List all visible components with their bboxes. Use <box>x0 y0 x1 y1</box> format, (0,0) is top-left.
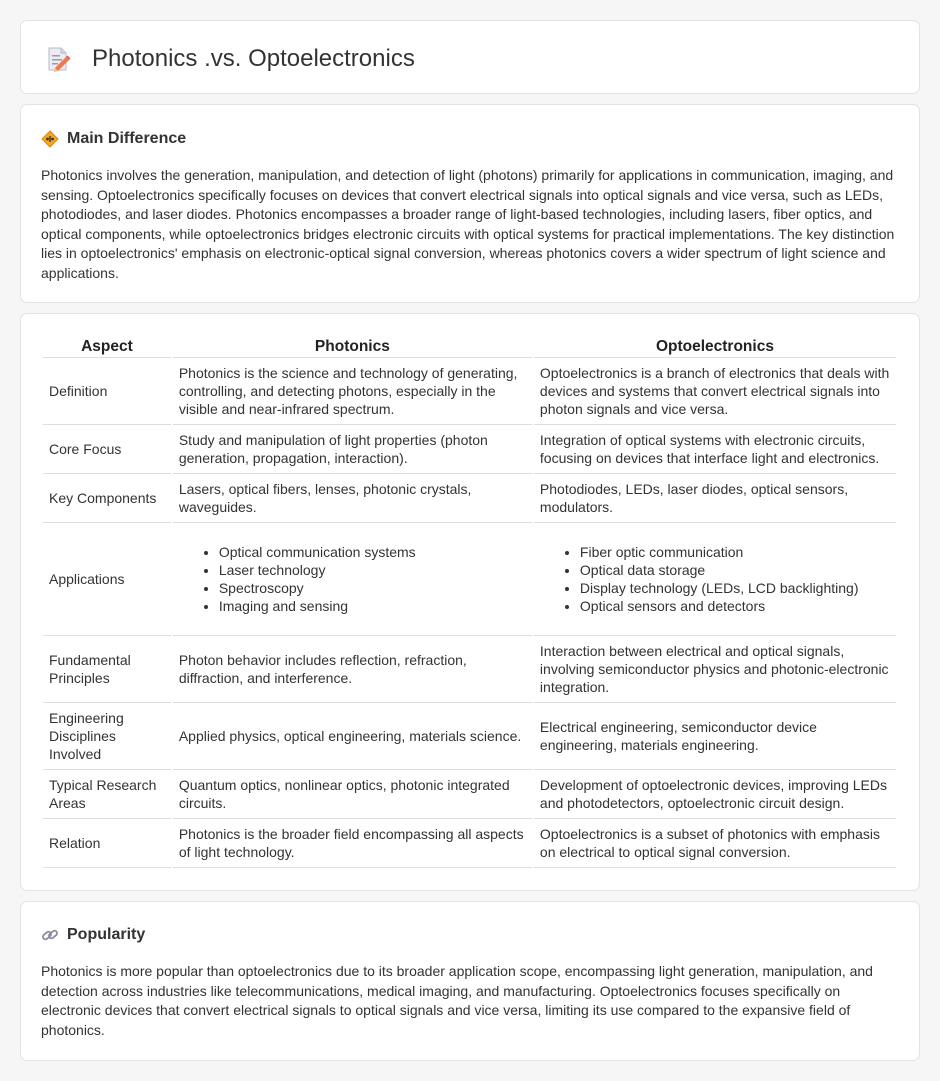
list-item: • Laser technology <box>219 561 526 579</box>
list-item: • Fiber optic communication <box>580 543 890 561</box>
main-difference-text: Photonics involves the generation, manipulation, and detection of light (photons) primarily for applications in communication, imaging, and sensing. Optoelectronics specifically focuses on devices that convert electrical signals into optical signals and vice versa, such as LEDs, photodiodes, and laser diodes. Photonics encompasses a broader range of light-based technologies, including lasers, fiber optics, and optical components, while optoelectronics bridges electronic circuits with optical systems for practical implementations. The key distinction lies in optoelectronics' emphasis on electronic-optical signal conversion, whereas photonics covers a wider spectrum of light science and applications. <box>41 167 895 281</box>
optoelectronics-cell: Optoelectronics is a subset of photonics with emphasis on electrical to optical signal conversion. <box>534 819 896 868</box>
main-difference-card <box>20 104 920 303</box>
column-header-optoelectronics: Optoelectronics <box>534 334 896 358</box>
table-row <box>43 703 896 770</box>
column-header-aspect: Aspect <box>43 334 171 358</box>
table-row <box>43 523 896 636</box>
optoelectronics-cell: Electrical engineering, semiconductor device engineering, materials engineering. <box>534 703 896 770</box>
photonics-cell: Applied physics, optical engineering, materials science. <box>173 703 532 770</box>
optoelectronics-cell: Interaction between electrical and optical signals, involving semiconductor physics and photonic-electronic integration. <box>534 636 896 703</box>
optoelectronics-cell <box>534 523 896 636</box>
list-item: • Optical sensors and detectors <box>580 597 890 615</box>
diamond-sign-icon <box>41 130 59 148</box>
list-item: • Display technology (LEDs, LCD backlighting) <box>580 579 890 597</box>
photonics-cell: Photon behavior includes reflection, refraction, diffraction, and interference. <box>173 636 532 703</box>
popularity-text: Photonics is more popular than optoelectronics due to its broader application scope, encompassing light generation, manipulation, and detection across industries like telecommunications, medical imaging, and manufacturing. Optoelectronics focuses specifically on electronic devices that convert electrical signals to optical signals and vice versa, limiting its use compared to the expansive field of photonics. <box>41 963 873 1038</box>
aspect-cell: Key Components <box>43 474 171 523</box>
list-item: • Optical data storage <box>580 561 890 579</box>
popularity-card <box>20 901 920 1061</box>
aspect-cell: Typical Research Areas <box>43 770 171 819</box>
aspect-cell: Fundamental Principles <box>43 636 171 703</box>
aspect-cell: Core Focus <box>43 425 171 474</box>
photonics-cell: Lasers, optical fibers, lenses, photonic crystals, waveguides. <box>173 474 532 523</box>
table-row <box>43 474 896 523</box>
link-icon <box>41 926 59 944</box>
photonics-cell: Photonics is the broader field encompassing all aspects of light technology. <box>173 819 532 868</box>
aspect-cell: Applications <box>43 523 171 636</box>
list-item: • Spectroscopy <box>219 579 526 597</box>
aspect-cell: Definition <box>43 358 171 425</box>
photonics-cell: Study and manipulation of light properties (photon generation, propagation, interaction). <box>173 425 532 474</box>
optoelectronics-cell: Development of optoelectronic devices, improving LEDs and photodetectors, optoelectronic circuit design. <box>534 770 896 819</box>
column-header-photonics: Photonics <box>173 334 532 358</box>
table-row <box>43 636 896 703</box>
table-row <box>43 358 896 425</box>
aspect-cell: Relation <box>43 819 171 868</box>
table-row <box>43 770 896 819</box>
aspect-cell: Engineering Disciplines Involved <box>43 703 171 770</box>
list-item: • Imaging and sensing <box>219 597 526 615</box>
list-item: • Optical communication systems <box>219 543 526 561</box>
header-card <box>20 20 920 94</box>
comparison-table <box>41 334 898 868</box>
page-title: Photonics .vs. Optoelectronics <box>92 45 415 72</box>
main-difference-heading: Main Difference <box>67 130 187 147</box>
table-header-row <box>43 334 896 358</box>
photonics-cell <box>173 523 532 636</box>
photonics-applications-list <box>179 543 526 615</box>
optoelectronics-cell: Integration of optical systems with electronic circuits, focusing on devices that interface light and electronics. <box>534 425 896 474</box>
photonics-cell: Photonics is the science and technology of generating, controlling, and detecting photons, especially in the visible and near-infrared spectrum. <box>173 358 532 425</box>
document-edit-icon <box>45 45 71 73</box>
photonics-cell: Quantum optics, nonlinear optics, photonic integrated circuits. <box>173 770 532 819</box>
optoelectronics-applications-list <box>540 543 890 615</box>
table-row <box>43 819 896 868</box>
optoelectronics-cell: Optoelectronics is a branch of electronics that deals with devices and systems that convert electrical signals into photon signals and vice versa. <box>534 358 896 425</box>
optoelectronics-cell: Photodiodes, LEDs, laser diodes, optical sensors, modulators. <box>534 474 896 523</box>
comparison-table-card <box>20 313 920 891</box>
table-row <box>43 425 896 474</box>
popularity-heading: Popularity <box>67 926 146 943</box>
